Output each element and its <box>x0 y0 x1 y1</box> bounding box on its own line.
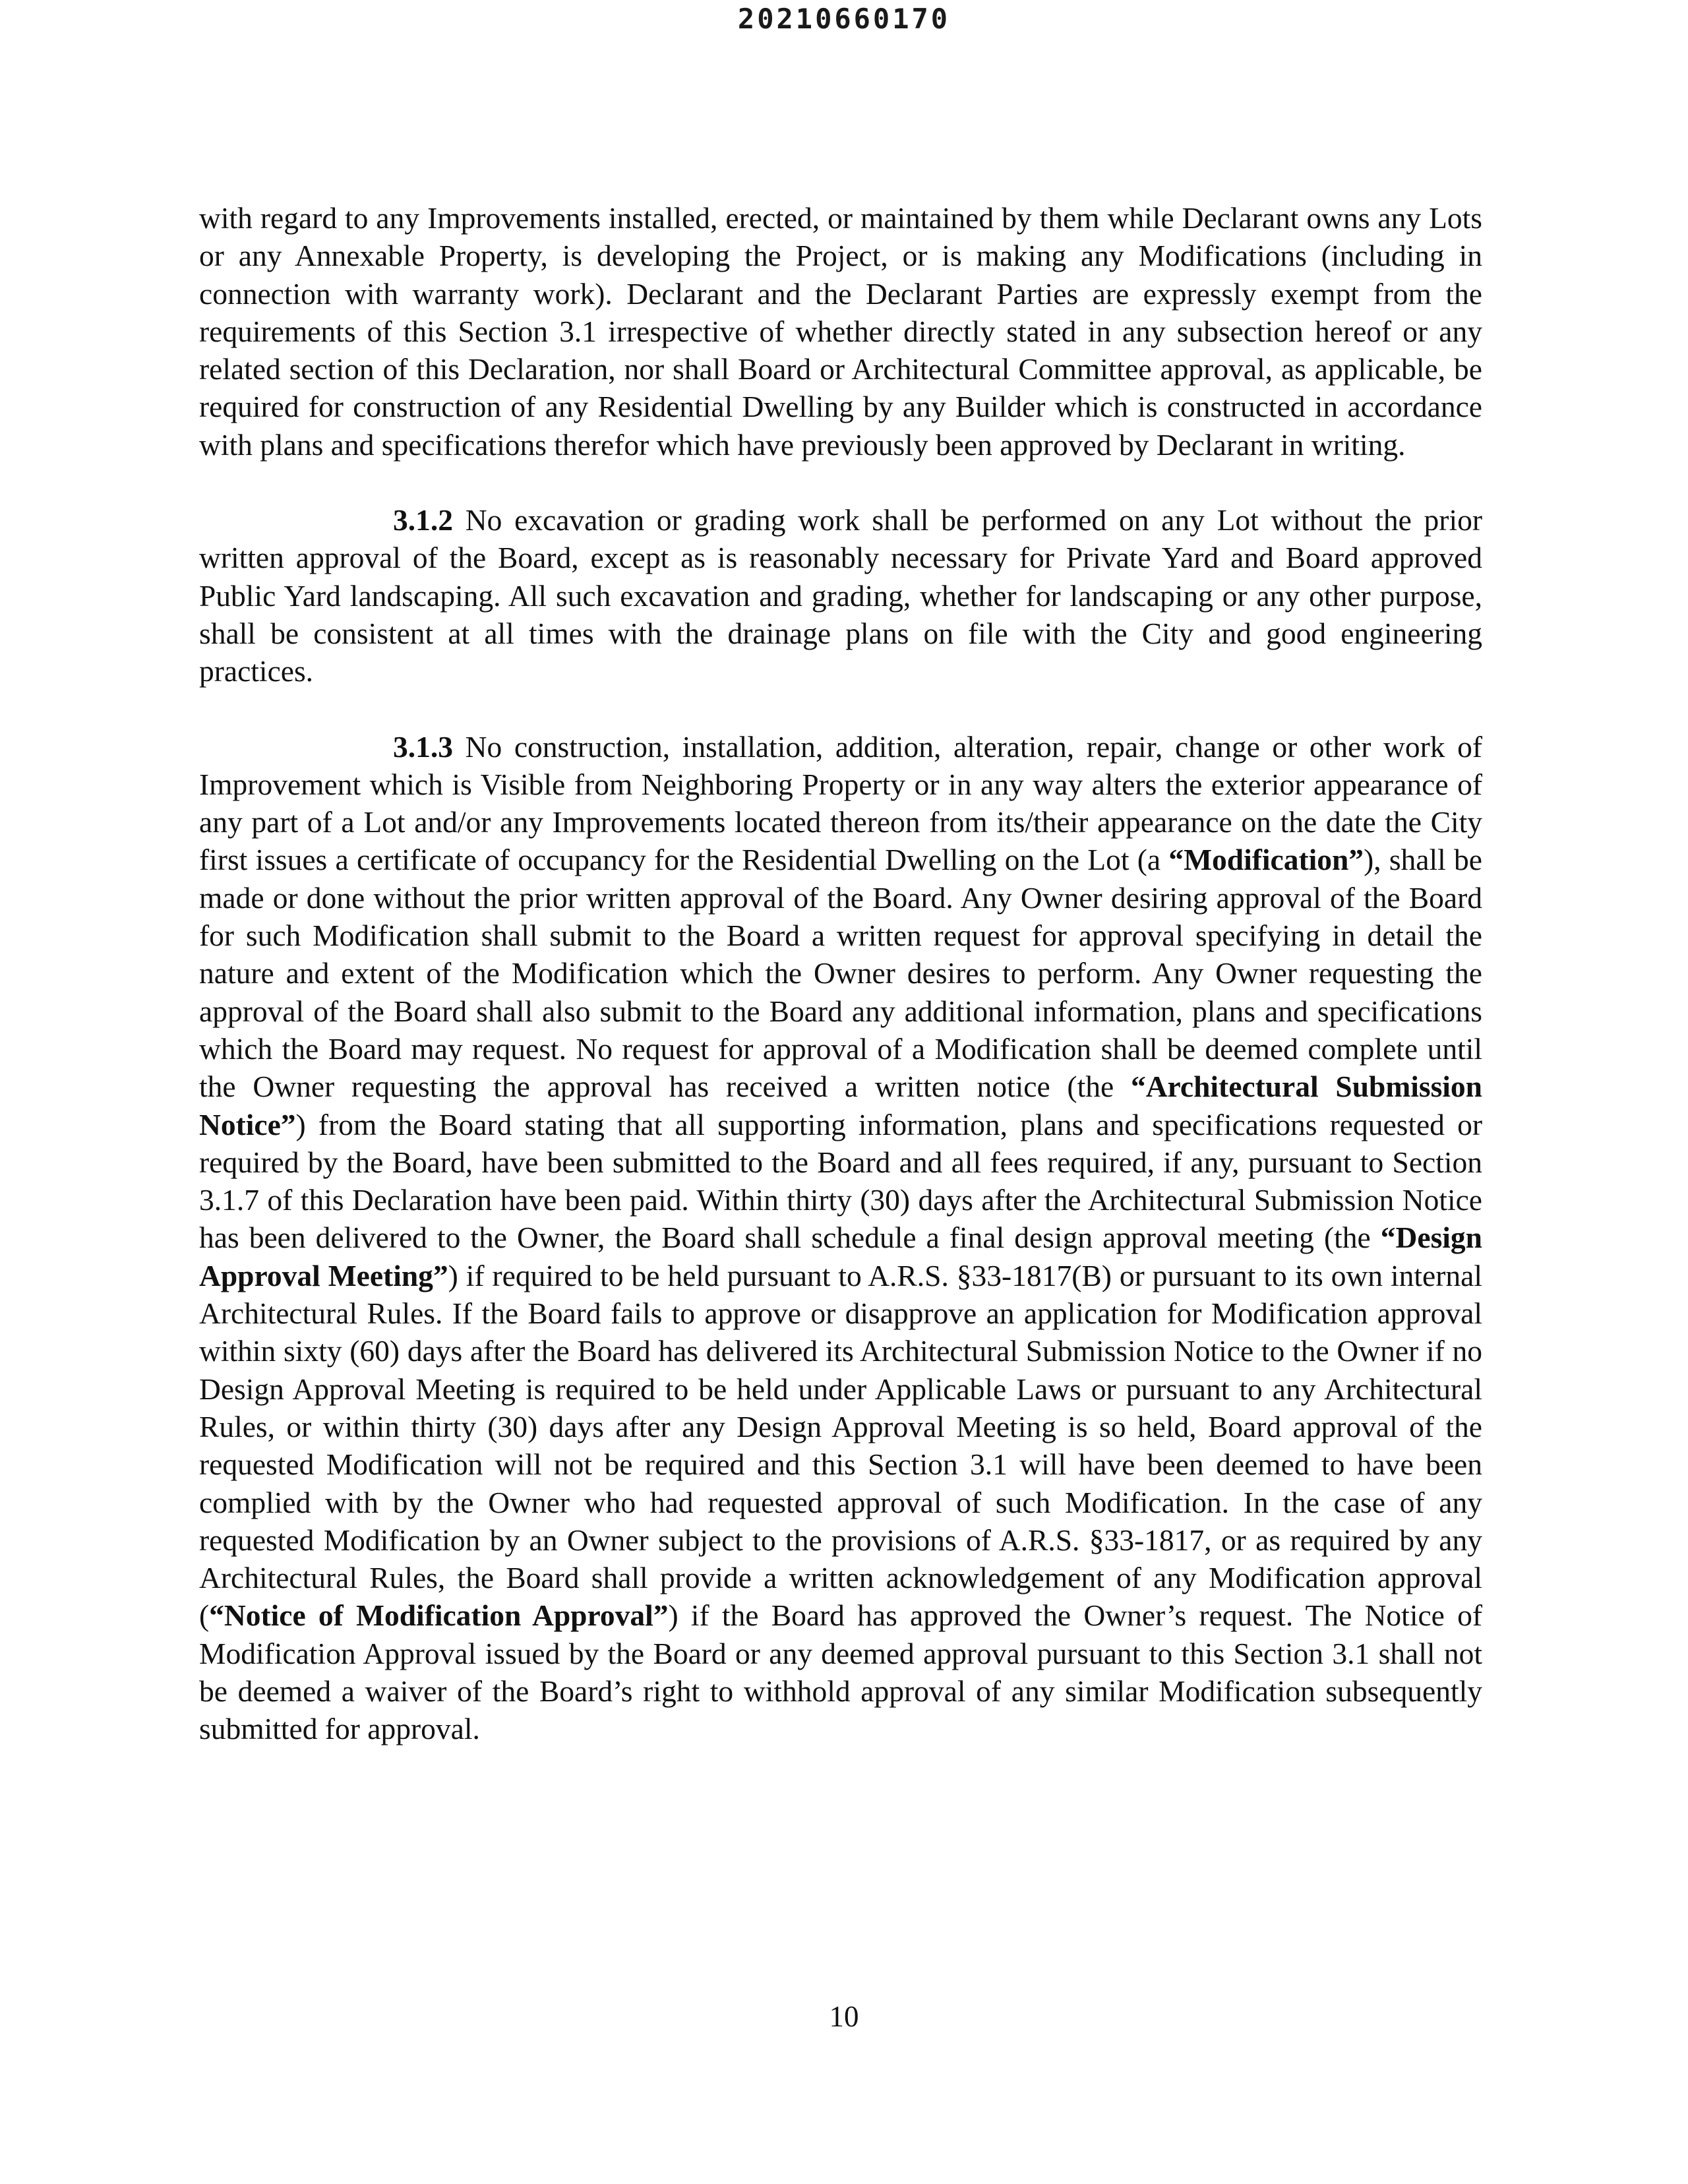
document-body <box>199 199 1482 1748</box>
section-number: 3.1.2 <box>393 503 453 537</box>
page-number: 10 <box>829 2000 859 2033</box>
paragraph-text: ) if required to be held pursuant to A.R.S. §33-1817(B) or pursuant to its own internal Architectural Rules. If the Board fails to approve or disapprove an application for Modification approval within sixty (60) days after the Board has delivered its Architectural Submission Notice to the Owner if no Design Approval Meeting is required to be held under Applicable Laws or pursuant to any Architectural Rules, or within thirty (30) days after any Design Approval Meeting is so held, Board approval of the requested Modification will not be required and this Section 3.1 will have been deemed to have been complied with by the Owner who had requested approval of such Modification. In the case of any requested Modification by an Owner subject to the provisions of A.R.S. §33-1817, or as required by any Architectural Rules, the Board shall provide a written acknowledgement of any Modification approval ( <box>199 1258 1482 1633</box>
paragraph-text: ), shall be made or done without the prior written approval of the Board. Any Owner desiring approval of the Board for such Modification shall submit to the Board a written request for approval specifying in detail the nature and extent of the Modification which the Owner desires to perform. Any Owner requesting the approval of the Board shall also submit to the Board any additional information, plans and specifications which the Board may request. No request for approval of a Modification shall be deemed complete until the Owner requesting the approval has received a written notice (the <box>199 843 1482 1104</box>
defined-term-modification: “Modification” <box>1168 843 1364 877</box>
paragraph-text: ) from the Board stating that all supporting information, plans and specifications requested or required by the Board, have been submitted to the Board and all fees required, if any, pursuant to Section 3.1.7 of this Declaration have been paid. Within thirty (30) days after the Architectural Submission Notice has been delivered to the Owner, the Board shall schedule a final design approval meeting (the <box>199 1107 1482 1255</box>
paragraph-text: No excavation or grading work shall be performed on any Lot without the prior written approval of the Board, except as is reasonably necessary for Private Yard and Board approved Public Yard landscaping. All such excavation and grading, whether for landscaping or any other purpose, shall be consistent at all times with the drainage plans on file with the City and good engineering practices. <box>199 503 1483 688</box>
recording-number: 20210660170 <box>737 3 951 35</box>
defined-term-design-approval-meeting: “Design Approval Meeting” <box>199 1221 1482 1292</box>
section-3-1-3 <box>199 728 1482 1748</box>
section-3-1-2 <box>199 501 1482 690</box>
defined-term-notice-of-modification-approval: “Notice of Modification Approval” <box>209 1598 669 1633</box>
paragraph-text: No construction, installation, addition, alteration, repair, change or other work of Improvement which is Visible from Neighboring Property or in any way alters the exterior appearance of any part of a Lot and/or any Improvements located thereon from its/their appearance on the date the City first issues a certificate of occupancy for the Residential Dwelling on the Lot (a <box>199 729 1482 877</box>
defined-term-architectural-submission-notice: “Architectural Submission Notice” <box>199 1070 1482 1141</box>
paragraph-text: ) if the Board has approved the Owner’s request. The Notice of Modification Approval issued by the Board or any deemed approval pursuant to this Section 3.1 shall not be deemed a waiver of the Board’s right to withhold approval of any similar Modification subsequently submitted for approval. <box>199 1598 1482 1746</box>
paragraph-continuation <box>199 199 1482 464</box>
section-number: 3.1.3 <box>393 729 453 764</box>
paragraph-text: with regard to any Improvements installed, erected, or maintained by them while Declarant owns any Lots or any Annexable Property, is developing the Project, or is making any Modifications (including in connection with warranty work). Declarant and the Declarant Parties are expressly exempt from the requirements of this Section 3.1 irrespective of whether directly stated in any subsection hereof or any related section of this Declaration, nor shall Board or Architectural Committee approval, as applicable, be required for construction of any Residential Dwelling by any Builder which is constructed in accordance with plans and specifications therefor which have previously been approved by Declarant in writing. <box>199 201 1482 462</box>
